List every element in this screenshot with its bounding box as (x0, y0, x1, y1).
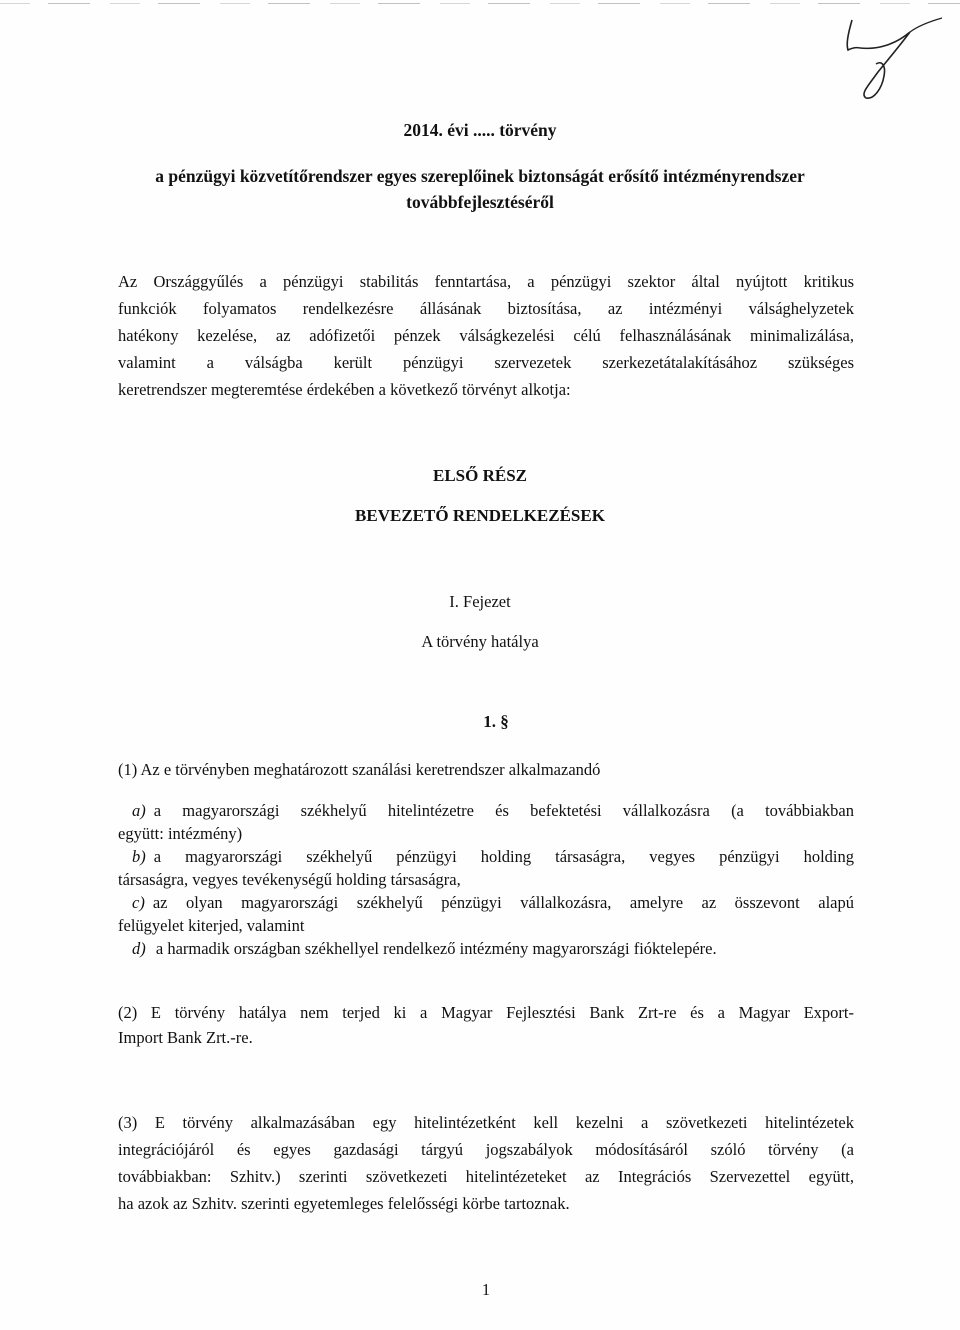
item-b-line-2: társaságra, vegyes tevékenységű holding társaságra, (118, 870, 461, 889)
preamble-line-4: valamint a válságba került pénzügyi szervezetek szerkezetátalakításához szükséges (118, 353, 854, 372)
paragraph-2-line-1: (2) E törvény hatálya nem terjed ki a Magyar Fejlesztési Bank Zrt-re és a Magyar Export- (118, 1003, 854, 1022)
paragraph-3-line-3: továbbiakban: Szhitv.) szerinti szövetkezeti hitelintézeteket az Integrációs Szervezettel együtt, (118, 1167, 854, 1186)
item-c-label: c) (132, 893, 145, 912)
paragraph-3-line-1: (3) E törvény alkalmazásában egy hitelintézetként kell kezelni a szövetkezeti hitelintézetek (118, 1113, 854, 1132)
part-subtitle: BEVEZETŐ RENDELKEZÉSEK (355, 506, 605, 525)
law-title: 2014. évi ..... törvény (403, 120, 557, 140)
law-subtitle-line-2: továbbfejlesztéséről (406, 192, 554, 212)
chapter-title: A törvény hatálya (421, 632, 539, 651)
item-b-text: a magyarországi székhelyű pénzügyi holding társaságra, vegyes pénzügyi holding (153, 847, 854, 866)
law-subtitle-line-1: a pénzügyi közvetítőrendszer egyes szereplőinek biztonságát erősítő intézményrendszer (155, 166, 805, 186)
item-d-text: a harmadik országban székhellyel rendelkező intézmény magyarországi fióktelepére. (155, 939, 717, 958)
item-a-label: a) (132, 801, 146, 820)
paragraph-2-line-2: Import Bank Zrt.-re. (118, 1028, 253, 1047)
handwritten-signature (838, 14, 948, 104)
section-number: 1. § (483, 712, 509, 731)
scan-edge-line (0, 3, 960, 4)
item-c-line-1 (132, 893, 854, 913)
preamble-line-1: Az Országgyűlés a pénzügyi stabilitás fenntartása, a pénzügyi szektor által nyújtott kritikus (118, 272, 854, 291)
item-a-line-1 (132, 801, 854, 821)
item-c-text: az olyan magyarországi székhelyű pénzügyi vállalkozásra, amelyre az összevont alapú (152, 893, 854, 912)
preamble-line-2: funkciók folyamatos rendelkezésre állásának biztosítása, az intézményi válsághelyzetek (118, 299, 854, 318)
item-a-text: a magyarországi székhelyű hitelintézetre és befektetési vállalkozásra (a továbbiakban (153, 801, 854, 820)
paragraph-3-line-4: ha azok az Szhitv. szerinti egyetemleges felelősségi körbe tartoznak. (118, 1194, 570, 1213)
paragraph-3-line-2: integrációjáról és egyes gazdasági tárgyú jogszabályok módosításáról szóló törvény (a (118, 1140, 854, 1159)
item-b-line-1 (132, 847, 854, 867)
part-title: ELSŐ RÉSZ (432, 466, 527, 485)
chapter-number: I. Fejezet (449, 592, 511, 611)
paragraph-1-intro: (1) Az e törvényben meghatározott szanálási keretrendszer alkalmazandó (118, 760, 601, 779)
preamble-line-3: hatékony kezelése, az adófizetői pénzek válságkezelési célú felhasználásának minimalizálása, (118, 326, 854, 345)
item-c-line-2: felügyelet kiterjed, valamint (118, 916, 305, 935)
preamble-line-5: keretrendszer megteremtése érdekében a következő törvényt alkotja: (118, 380, 571, 399)
page-number: 1 (481, 1280, 491, 1299)
item-b-label: b) (132, 847, 146, 866)
item-d-label: d) (132, 939, 146, 958)
item-a-line-2: együtt: intézmény) (118, 824, 243, 843)
item-d-line-1 (132, 939, 854, 959)
